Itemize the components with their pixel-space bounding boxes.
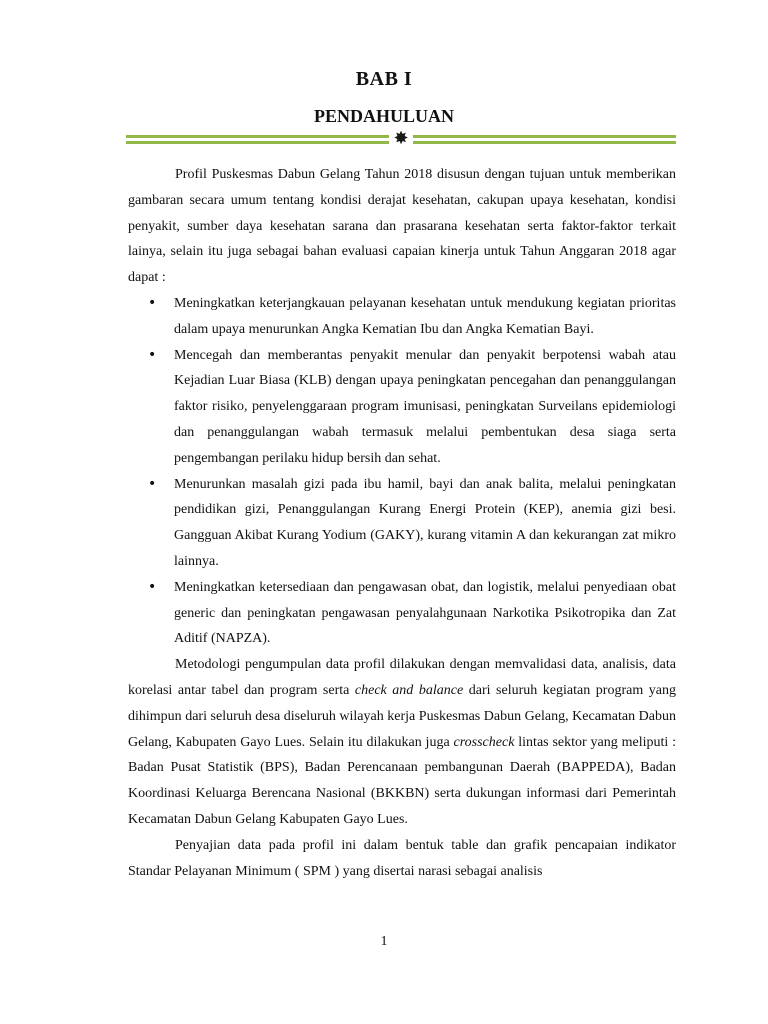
methodology-paragraph xyxy=(128,652,676,833)
page-number: 1 xyxy=(380,934,388,949)
list-item-text: Mencegah dan memberantas penyakit menular dan penyakit berpotensi wabah atau Kejadian Luar Biasa (KLB) dengan upaya peningkatan pencegahan dan penanggulangan faktor risiko, penyelenggaraan program imunisasi, peningkatan Surveilans epidemiologi dan penanggulangan wabah termasuk melalui pembentukan desa siaga serta pengembangan perilaku hidup bersih dan sehat. xyxy=(174,347,676,466)
methodology-italic-term-2: crosscheck xyxy=(453,734,515,750)
methodology-italic-term-1: check and balance xyxy=(354,682,464,698)
body-text xyxy=(128,162,676,884)
list-item xyxy=(128,343,676,472)
objectives-list xyxy=(128,291,676,652)
chapter-heading: BAB I xyxy=(355,68,413,90)
list-item-text: Meningkatkan keterjangkauan pelayanan kesehatan untuk mendukung kegiatan prioritas dalam upaya menurunkan Angka Kematian Ibu dan Angka Kematian Bayi. xyxy=(174,295,676,337)
bullet-icon: • xyxy=(148,578,157,595)
list-item xyxy=(128,575,676,652)
title-divider xyxy=(126,128,676,150)
list-item xyxy=(128,291,676,343)
bullet-icon: • xyxy=(148,294,157,311)
star-ornament-icon: ✸ xyxy=(389,128,413,150)
list-item xyxy=(128,472,676,575)
bullet-icon: • xyxy=(148,346,157,363)
list-item-text: Meningkatkan ketersediaan dan pengawasan obat, dan logistik, melalui penyediaan obat generic dan peningkatan pengawasan penyalahgunaan Narkotika Psikotropika dan Zat Aditif (NAPZA). xyxy=(174,579,676,647)
presentation-paragraph: Penyajian data pada profil ini dalam bentuk table dan grafik pencapaian indikator Standar Pelayanan Minimum ( SPM ) yang disertai narasi sebagai analisis xyxy=(128,837,676,879)
chapter-title: PENDAHULUAN xyxy=(313,106,454,126)
methodology-text-3: lintas sektor yang meliputi : Badan Pusat Statistik (BPS), Badan Perencanaan pembangunan Daerah (BAPPEDA), Badan Koordinasi Keluarga Berencana Nasional (BKKBN) serta dukungan informasi dari Pemerintah Kecamatan Dabun Gelang Kabupaten Gayo Lues. xyxy=(128,734,676,827)
bullet-icon: • xyxy=(148,475,157,492)
methodology-text-1: Metodologi pengumpulan data profil dilakukan dengan memvalidasi data, analisis, data korelasi antar tabel dan program serta xyxy=(128,657,676,698)
list-item-text: Menurunkan masalah gizi pada ibu hamil, bayi dan anak balita, melalui peningkatan pendidikan gizi, Penanggulangan Kurang Energi Protein (KEP), anemia gizi besi. Gangguan Akibat Kurang Yodium (GAKY), kurang vitamin A dan kekurangan zat mikro lainnya. xyxy=(174,476,676,569)
methodology-text-2: dari seluruh kegiatan program yang dihimpun dari seluruh desa diseluruh wilayah kerja Puskesmas Dabun Gelang, Kecamatan Dabun Gelang, Kabupaten Gayo Lues. Selain itu dilakukan juga xyxy=(128,682,676,750)
intro-paragraph: Profil Puskesmas Dabun Gelang Tahun 2018 disusun dengan tujuan untuk memberikan gambaran secara umum tentang kondisi derajat kesehatan, cakupan upaya kesehatan, kondisi penyakit, sumber daya kesehatan sarana dan prasarana kesehatan serta faktor-faktor terkait lainya, selain itu juga sebagai bahan evaluasi capaian kinerja untuk Tahun Anggaran 2018 agar dapat : xyxy=(128,167,676,286)
